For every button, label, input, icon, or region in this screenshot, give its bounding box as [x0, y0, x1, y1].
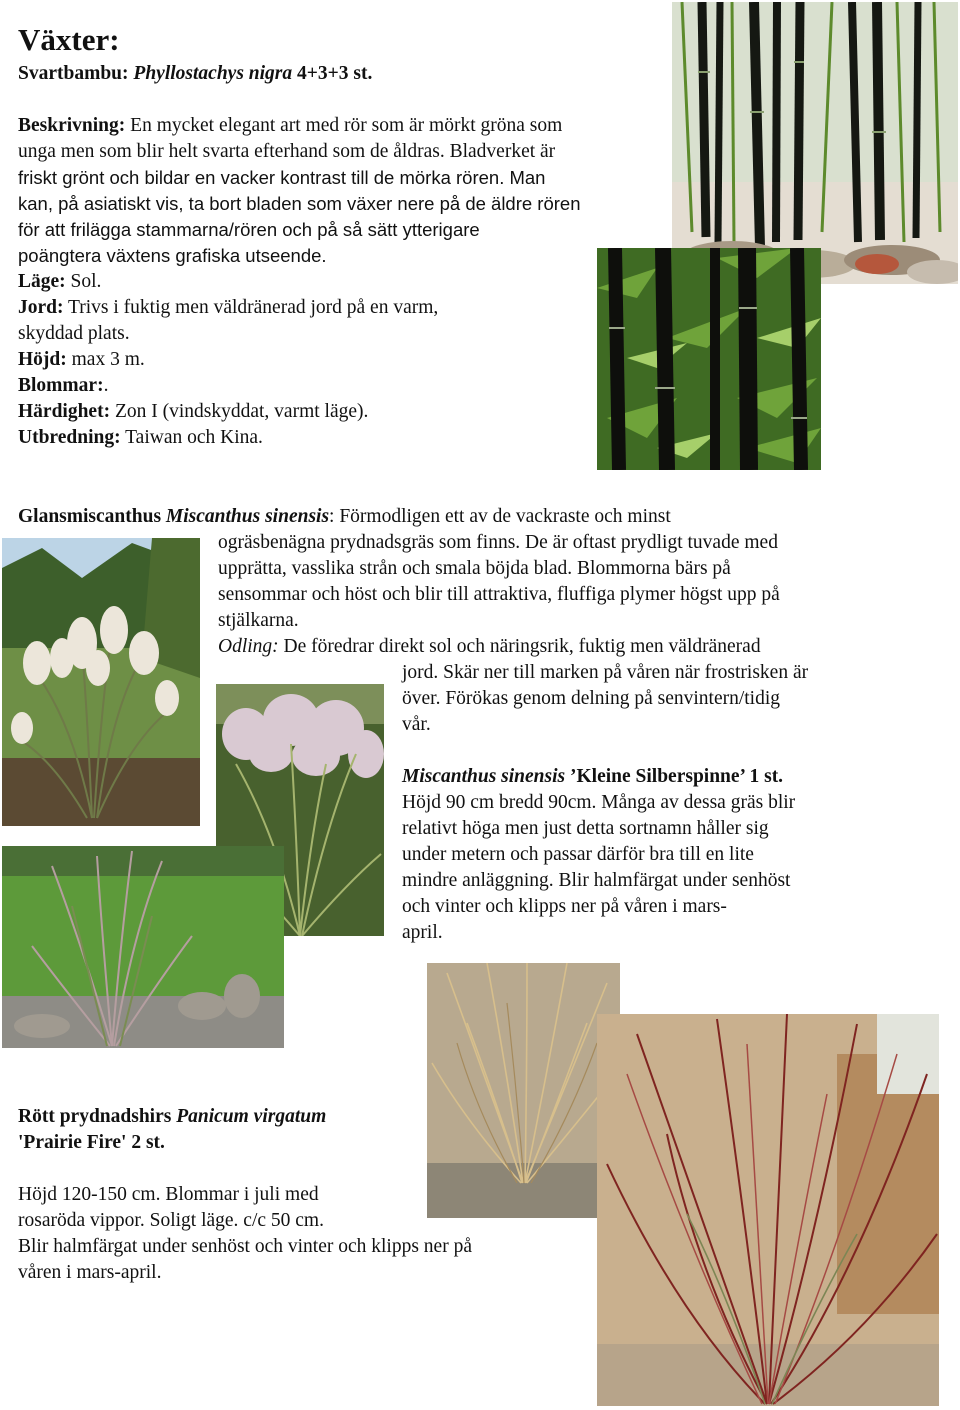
page-title: Växter: — [18, 22, 120, 57]
bamboo-description — [18, 113, 581, 451]
jord-line-1: Trivs i fuktig men väldränerad jord på en varm, — [68, 297, 439, 318]
miscanthus-line-2: ogräsbenägna prydnadsgräs som finns. De är oftast prydligt tuvade med — [218, 532, 778, 553]
hojd-value: max 3 m. — [71, 349, 145, 370]
miscanthus-latin: Miscanthus sinensis — [165, 506, 330, 527]
odling-label: Odling: — [218, 636, 279, 657]
hardighet-value: Zon I (vindskyddat, varmt läge). — [114, 401, 369, 422]
bamboo-latin: Phyllostachys nigra — [133, 63, 293, 84]
odling-line-1: De föredrar direkt sol och näringsrik, fuktig men väldränerad — [278, 636, 761, 657]
odling-line-4: vår. — [402, 714, 431, 735]
utbredning-label: Utbredning: — [18, 427, 121, 448]
panicum-line-2: rosaröda vippor. Soligt läge. c/c 50 cm. — [18, 1210, 324, 1231]
bamboo-title — [18, 61, 372, 87]
lage-value: Sol. — [70, 271, 102, 292]
desc-line-1: En mycket elegant art med rör som är mörkt gröna som — [130, 115, 563, 136]
miscanthus-intro — [18, 504, 671, 530]
desc-label: Beskrivning: — [18, 115, 126, 136]
variety-name: ’Kleine Silberspinne’ 1 st. — [565, 766, 784, 787]
desc-line-5: för att frilägga stammarna/rören och på så sätt ytterigare — [18, 219, 480, 240]
variety-line-4: mindre anläggning. Blir halmfärgat under senhöst — [402, 870, 791, 891]
variety-line-3: under metern och passar därför bra till en lite — [402, 844, 754, 865]
miscanthus-photo-lawn — [2, 846, 284, 1048]
bamboo-photo-leaves — [597, 248, 821, 470]
panicum-description — [18, 1182, 472, 1286]
miscanthus-line-3: upprätta, vasslika strån och smala böjda blad. Blommorna bärs på — [218, 558, 731, 579]
panicum-line-1: Höjd 120-150 cm. Blommar i juli med — [18, 1184, 319, 1205]
panicum-latin: Panicum virgatum — [176, 1106, 327, 1127]
odling-line-2: jord. Skär ner till marken på våren när frostrisken är — [402, 662, 809, 683]
hojd-label: Höjd: — [18, 349, 67, 370]
hardighet-label: Härdighet: — [18, 401, 111, 422]
variety-line-5: och vinter och klipps ner på våren i mars- — [402, 896, 727, 917]
variety-line-2: relativt höga men just detta sortnamn håller sig — [402, 818, 769, 839]
miscanthus-line-4: sensommar och höst och blir till attraktiva, fluffiga plymer högst upp på — [218, 584, 780, 605]
miscanthus-text — [218, 530, 780, 660]
bamboo-name: Svartbambu: — [18, 63, 129, 84]
desc-line-2b: Bladverket är — [449, 141, 556, 162]
bamboo-count: 4+3+3 st. — [297, 63, 373, 84]
variety-line-1: Höjd 90 cm bredd 90cm. Många av dessa gräs blir — [402, 792, 796, 813]
utbredning-value: Taiwan och Kina. — [125, 427, 263, 448]
panicum-title — [18, 1104, 326, 1156]
desc-line-2: unga men som blir helt svarta efterhand som de åldras. — [18, 141, 445, 162]
panicum-line-4: våren i mars-april. — [18, 1262, 162, 1283]
miscanthus-line-1: : Förmodligen ett av de vackraste och minst — [329, 506, 671, 527]
variety-latin: Miscanthus sinensis — [402, 766, 566, 787]
variety-line-6: april. — [402, 922, 443, 943]
panicum-line-3: Blir halmfärgat under senhöst och vinter och klipps ner på — [18, 1236, 472, 1257]
lage-label: Läge: — [18, 271, 66, 292]
blommar-value: . — [103, 375, 109, 396]
jord-line-2: skyddad plats. — [18, 323, 130, 344]
panicum-variety: 'Prairie Fire' 2 st. — [18, 1132, 165, 1153]
desc-line-3: friskt grönt och bildar en vacker kontrast till de mörka rören. — [18, 167, 505, 188]
miscanthus-line-5: stjälkarna. — [218, 610, 299, 631]
desc-line-6: poängtera växtens grafiska utseende. — [18, 245, 327, 266]
desc-line-3b: Man — [509, 167, 546, 188]
blommar-label: Blommar: — [18, 375, 104, 396]
odling-line-3: över. Förökas genom delning på senvintern/tidig — [402, 688, 781, 709]
miscanthus-photo-garden — [2, 538, 200, 826]
panicum-photo-red — [597, 1014, 939, 1406]
miscanthus-name: Glansmiscanthus — [18, 506, 162, 527]
jord-label: Jord: — [18, 297, 64, 318]
bamboo-photo-stems — [672, 2, 958, 284]
odling-text — [402, 660, 808, 738]
panicum-name: Rött prydnadshirs — [18, 1106, 172, 1127]
miscanthus-variety — [402, 764, 795, 946]
desc-line-4: kan, på asiatiskt vis, ta bort bladen som växer nere på de äldre rören — [18, 193, 581, 214]
panicum-photo-straw — [427, 963, 620, 1218]
